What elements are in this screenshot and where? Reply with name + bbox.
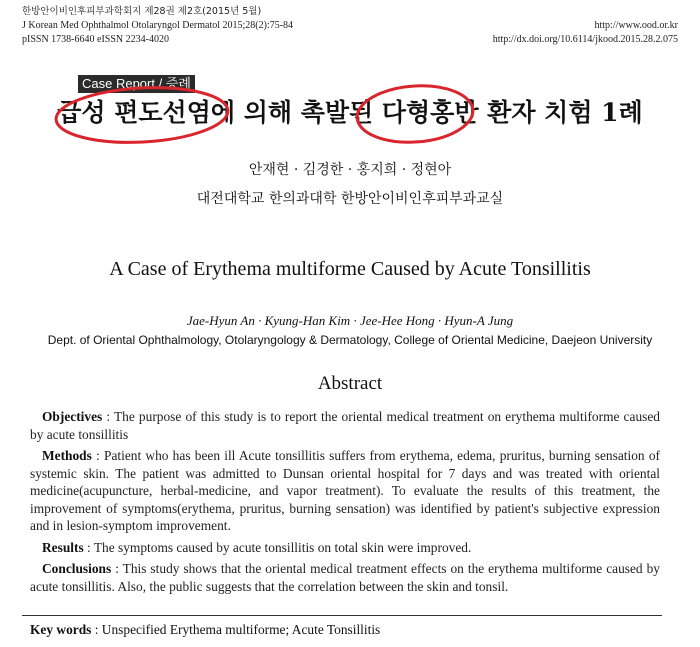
title-english: A Case of Erythema multiforme Caused by Acute Tonsillitis [109,258,591,280]
journal-citation: J Korean Med Ophthalmol Otolaryngol Dermatol 2015;28(2):75-84 [22,20,294,31]
objectives-label: Objectives [42,409,103,424]
objectives-text: : The purpose of this study is to report the oriental medical treatment on erythema multiforme caused by acute tonsillitis [30,409,660,442]
results-label: Results [42,539,84,555]
journal-name-kr: 한방안이비인후피부과학회지 제28권 제2호(2015년 5월) [22,6,262,17]
keywords-line [30,621,380,639]
keywords-divider [22,615,662,616]
title-korean: 급성 편도선염에 의해 촉발된 다형홍반 환자 치험 1례 [57,98,643,127]
abstract-methods [30,447,660,535]
methods-text: : Patient who has been ill Acute tonsillitis suffers from erythema, edema, pruritus, burning sensation of systemic skin. The patient was admitted to Dunsan oriental hospital for 7 days and was treated with oriental medicine(acupuncture, herbal-medicine, and vapor treatment). To evaluate the results of this treatment, the improvement of symptoms(erythema, pruritus, burning sensation) was identified by patient's subjective expression and in lesion-symptom improvement. [30,448,660,533]
journal-url-link[interactable]: http://www.ood.or.kr [594,20,678,31]
affiliation-korean: 대전대학교 한의과대학 한방안이비인후피부과교실 [196,191,504,207]
keywords-text: : Unspecified Erythema multiforme; Acute Tonsillitis [91,622,381,637]
abstract-conclusions [30,560,660,595]
results-text: : The symptoms caused by acute tonsillitis on total skin were improved. [83,539,472,555]
abstract-body [30,408,660,599]
keywords-label: Key words [30,622,92,637]
conclusions-label: Conclusions [42,561,112,576]
authors-english: Jae-Hyun An · Kyung-Han Kim · Jee-Hee Hong · Hyun-A Jung [186,313,514,328]
abstract-heading: Abstract [317,373,383,394]
doi-link[interactable]: http://dx.doi.org/10.6114/jkood.2015.28.2.075 [492,34,678,45]
article-type-tag: Case Report / 증례 [78,75,195,93]
abstract-results [30,539,660,557]
affiliation-english: Dept. of Oriental Ophthalmology, Otolaryngology & Dermatology, College of Oriental Medicine, Daejeon University [47,333,653,347]
authors-korean: 안재현 · 김경한 · 홍지희 · 정현아 [248,162,452,178]
conclusions-text: : This study shows that the oriental medical treatment effects on the erythema multiforme caused by acute tonsillitis. Also, the public suggests that the correlation between the skin and tonsil. [30,561,660,594]
abstract-objectives [30,408,660,443]
methods-label: Methods [42,448,92,463]
issn-line: pISSN 1738-6640 eISSN 2234-4020 [22,34,169,45]
